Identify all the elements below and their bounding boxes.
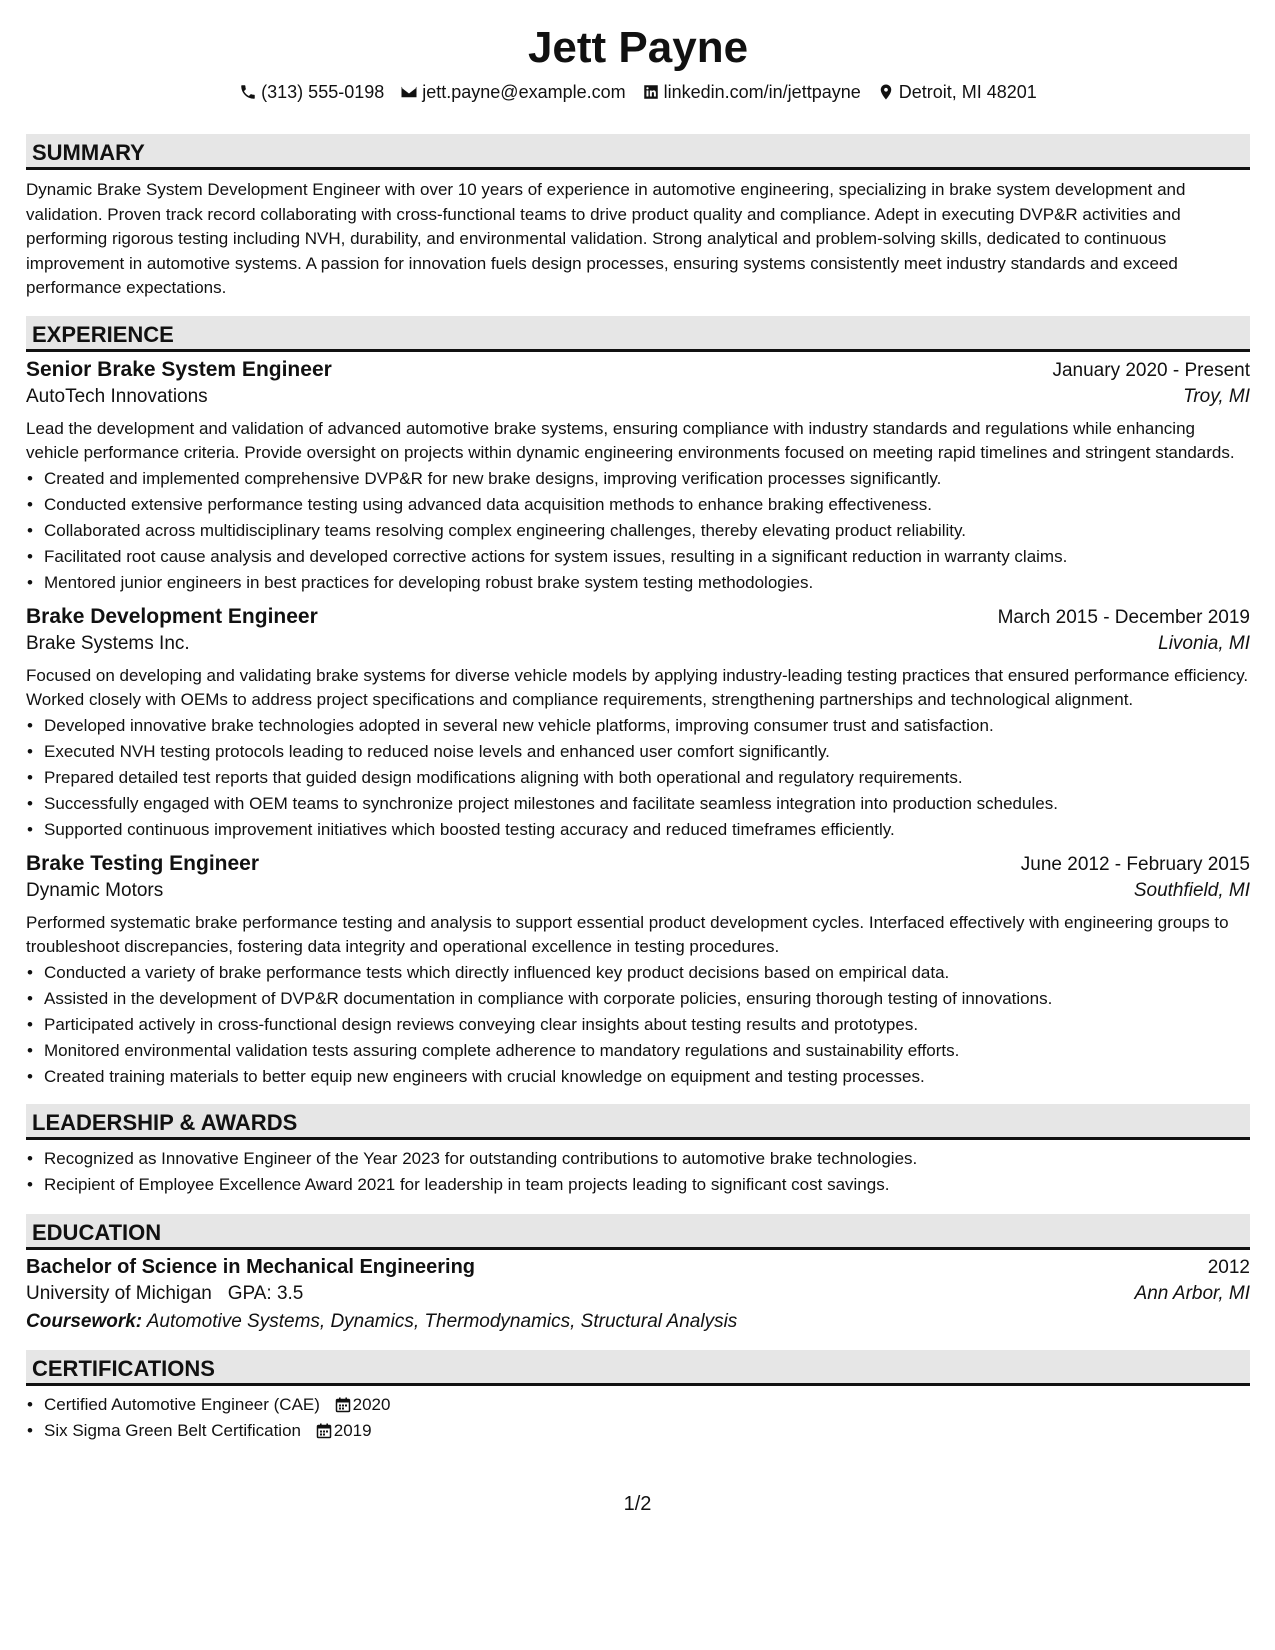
job-location: Livonia, MI: [1158, 632, 1250, 654]
job-subheader: [26, 386, 1250, 408]
job-location: Southfield, MI: [1133, 879, 1250, 901]
email-text[interactable]: jett.payne@example.com: [422, 81, 626, 102]
coursework-line: [26, 1311, 1250, 1333]
cert-year: 2019: [333, 1420, 372, 1440]
school-location: Ann Arbor, MI: [1134, 1282, 1250, 1304]
contact-linkedin[interactable]: [642, 82, 861, 103]
job-title: Brake Testing Engineer: [26, 851, 260, 875]
list-item: • Mentored junior engineers in best practices for developing robust brake system testing methodologies.: [44, 570, 1250, 596]
list-item: • Supported continuous improvement initiatives which boosted testing accuracy and reduced timeframes efficiently.: [44, 817, 1250, 843]
location-text: Detroit, MI 48201: [898, 81, 1037, 102]
job-subheader: [26, 880, 1250, 902]
list-item: • Created and implemented comprehensive DVP&R for new brake designs, improving verification processes significantly.: [44, 466, 1250, 492]
awards-heading: LEADERSHIP & AWARDS: [26, 1104, 1250, 1140]
job-description: Performed systematic brake performance testing and analysis to support essential product development cycles. Interfaced effectively with engineering groups to troubleshoot discrepancies, fostering data integrity and operational excellence in testing procedures.: [26, 912, 1229, 956]
job-location: Troy, MI: [1183, 385, 1250, 407]
list-item: • Developed innovative brake technologies adopted in several new vehicle platforms, improving consumer trust and satisfaction.: [44, 713, 1250, 739]
list-item: • Prepared detailed test reports that guided design modifications aligning with both operational and regulatory requirements.: [44, 765, 1250, 791]
job-description: Focused on developing and validating brake systems for diverse vehicle models by applying industry-leading testing practices that ensured performance efficiency. Worked closely with OEMs to address project specifications and compliance requirements, strengthening partnerships and technological alignment.: [26, 665, 1249, 709]
cert-name: Certified Automotive Engineer (CAE): [44, 1394, 320, 1414]
list-item: [44, 1392, 1250, 1418]
awards-list: [26, 1146, 1250, 1198]
coursework-text: Automotive Systems, Dynamics, Thermodynamics, Structural Analysis: [146, 1310, 738, 1332]
education-header: [26, 1256, 1250, 1279]
job-description: Lead the development and validation of advanced automotive brake systems, ensuring compliance with industry standards and regulations while enhancing vehicle performance criteria. Provide oversight on projects within dynamic engineering environments focused on meeting rapid timelines and stringent standards.: [26, 418, 1235, 462]
summary-text: Dynamic Brake System Development Engineer with over 10 years of experience in automotive engineering, specializing in brake system development and validation. Proven track record collaborating with cross-functional teams to drive product quality and compliance. Adept in executing DVP&R activities and performing rigorous testing including NVH, durability, and environmental validation. Strong analytical and problem-solving skills, dedicated to continuous improvement in automotive systems. A passion for innovation fuels design processes, ensuring systems consistently meet industry standards and exceed performance expectations.: [26, 180, 1186, 297]
phone-text: (313) 555-0198: [261, 81, 385, 102]
map-marker-icon: [877, 83, 895, 101]
education-heading: EDUCATION: [26, 1214, 1250, 1250]
job-entry: [26, 852, 1250, 1090]
candidate-name: Jett Payne: [527, 23, 749, 72]
job-subheader: [26, 633, 1250, 655]
list-item: • Conducted a variety of brake performance tests which directly influenced key product decisions based on empirical data.: [44, 960, 1250, 986]
job-entry: [26, 358, 1250, 596]
job-dates: June 2012 - February 2015: [1020, 853, 1250, 875]
coursework-label: Coursework:: [26, 1310, 143, 1332]
job-company: Dynamic Motors: [26, 879, 164, 901]
list-item: • Recognized as Innovative Engineer of the Year 2023 for outstanding contributions to automotive brake technologies.: [44, 1146, 1250, 1172]
job-company: Brake Systems Inc.: [26, 632, 190, 654]
contact-bar: [26, 80, 1250, 104]
job-title: Brake Development Engineer: [26, 604, 318, 628]
envelope-icon: [400, 83, 418, 101]
resume-page: [26, 0, 1250, 1444]
job-bullets: [26, 466, 1250, 596]
calendar-icon: [316, 1423, 332, 1439]
page-number: 1/2: [623, 1493, 652, 1515]
list-item: [44, 1418, 1250, 1444]
graduation-year: 2012: [1207, 1256, 1250, 1278]
job-header: [26, 605, 1250, 629]
list-item: • Facilitated root cause analysis and developed corrective actions for system issues, resulting in a significant reduction in warranty claims.: [44, 544, 1250, 570]
job-title: Senior Brake System Engineer: [26, 357, 332, 381]
list-item: • Executed NVH testing protocols leading to reduced noise levels and enhanced user comfort significantly.: [44, 739, 1250, 765]
certifications-list: [26, 1392, 1250, 1444]
contact-location: [877, 82, 1037, 103]
list-item: • Created training materials to better equip new engineers with crucial knowledge on equipment and testing processes.: [44, 1064, 1250, 1090]
list-item: • Successfully engaged with OEM teams to synchronize project milestones and facilitate seamless integration into production schedules.: [44, 791, 1250, 817]
calendar-icon: [335, 1397, 351, 1413]
school-line: [26, 1283, 303, 1305]
summary-heading: SUMMARY: [26, 134, 1250, 170]
contact-email[interactable]: [400, 82, 625, 103]
cert-year: 2020: [352, 1394, 391, 1414]
list-item: • Collaborated across multidisciplinary teams resolving complex engineering challenges, thereby elevating product reliability.: [44, 518, 1250, 544]
job-header: [26, 852, 1250, 876]
job-bullets: [26, 713, 1250, 843]
job-entry: [26, 605, 1250, 843]
list-item: • Monitored environmental validation tests assuring complete adherence to mandatory regulations and sustainability efforts.: [44, 1038, 1250, 1064]
certifications-heading: CERTIFICATIONS: [26, 1350, 1250, 1386]
job-dates: March 2015 - December 2019: [997, 606, 1250, 628]
list-item: • Recipient of Employee Excellence Award 2021 for leadership in team projects leading to significant cost savings.: [44, 1172, 1250, 1198]
contact-phone: [239, 82, 384, 103]
job-header: [26, 358, 1250, 382]
job-dates: January 2020 - Present: [1052, 359, 1250, 381]
experience-heading: EXPERIENCE: [26, 316, 1250, 352]
list-item: • Assisted in the development of DVP&R documentation in compliance with corporate policies, ensuring thorough testing of innovations.: [44, 986, 1250, 1012]
linkedin-icon: [642, 83, 660, 101]
job-bullets: [26, 960, 1250, 1090]
cert-name: Six Sigma Green Belt Certification: [44, 1420, 301, 1440]
linkedin-text[interactable]: linkedin.com/in/jettpayne: [663, 81, 861, 102]
list-item: • Conducted extensive performance testing using advanced data acquisition methods to enhance braking effectiveness.: [44, 492, 1250, 518]
education-subheader: [26, 1283, 1250, 1305]
gpa: GPA: 3.5: [227, 1282, 304, 1304]
degree-title: Bachelor of Science in Mechanical Engineering: [26, 1255, 476, 1278]
list-item: • Participated actively in cross-functional design reviews conveying clear insights about testing results and prototypes.: [44, 1012, 1250, 1038]
education-entry: [26, 1256, 1250, 1333]
job-company: AutoTech Innovations: [26, 385, 208, 407]
school-name: University of Michigan: [26, 1282, 212, 1304]
phone-icon: [239, 83, 257, 101]
